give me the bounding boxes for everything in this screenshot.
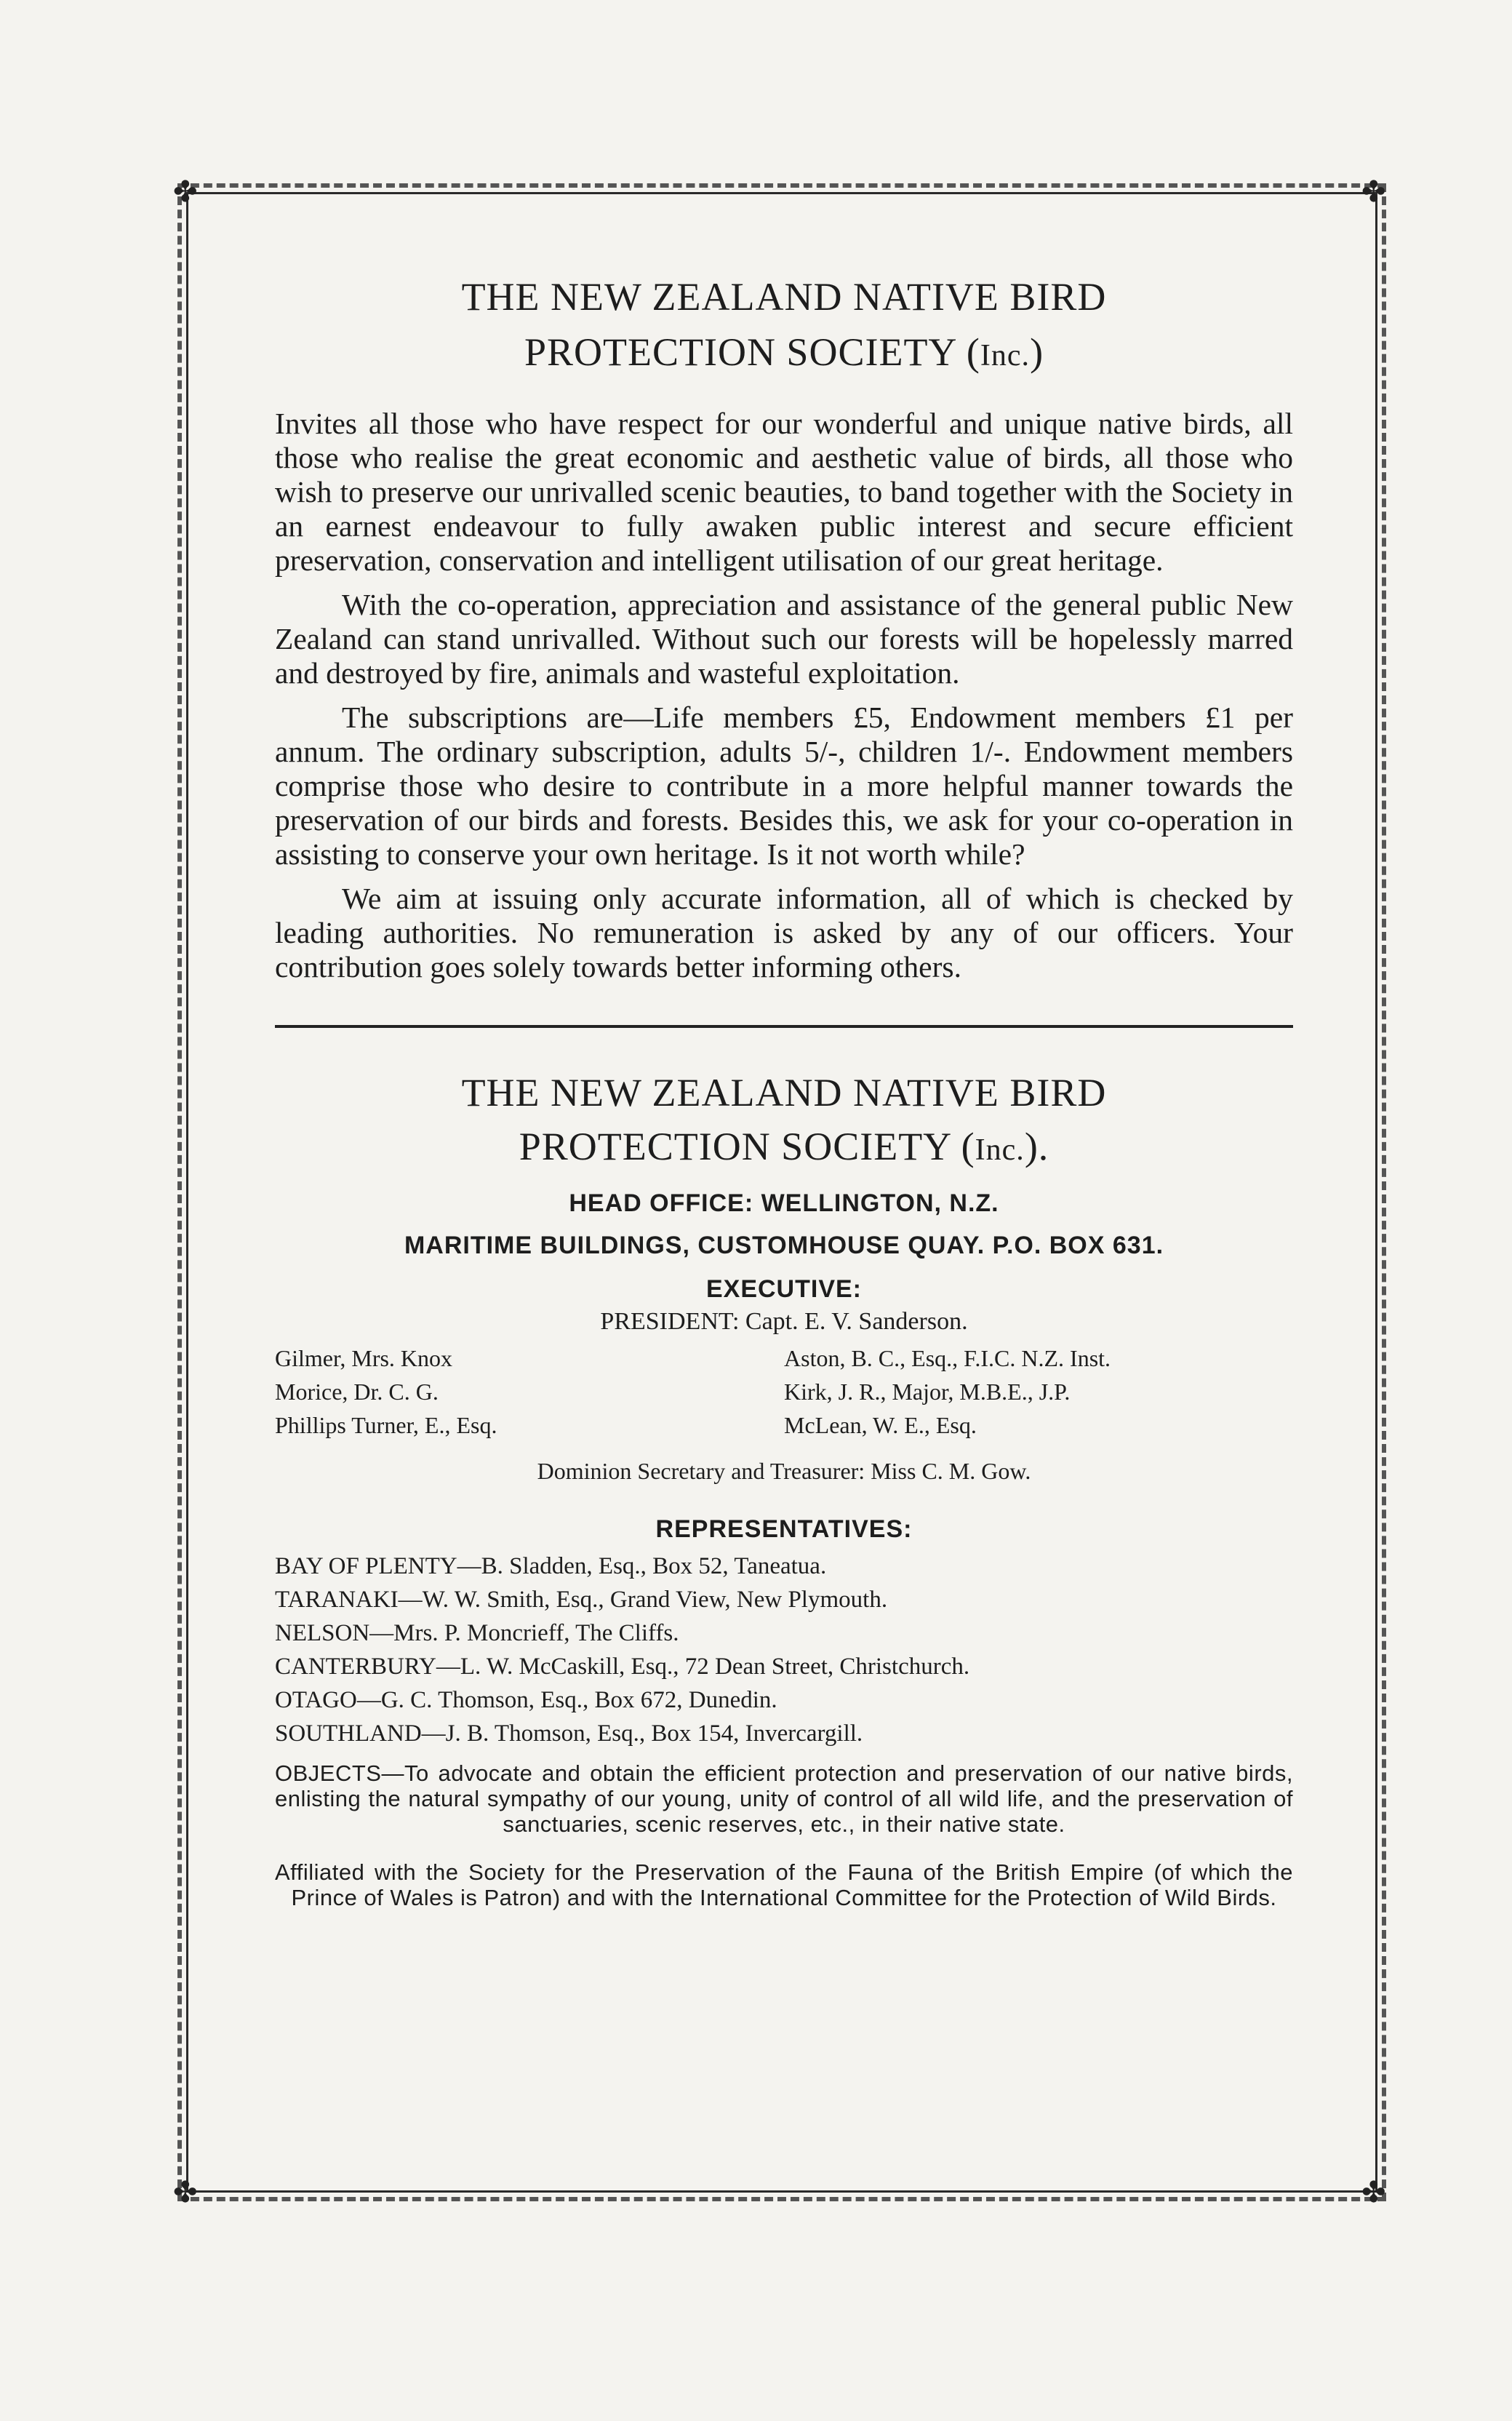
title-close: ) bbox=[1030, 330, 1044, 374]
corner-ornament-icon: ✤ bbox=[1361, 2176, 1386, 2209]
address: MARITIME BUILDINGS, CUSTOMHOUSE QUAY. P.O. BOX 631. bbox=[404, 1232, 1164, 1259]
president: PRESIDENT: Capt. E. V. Sanderson. bbox=[600, 1308, 968, 1335]
title-line-1: THE NEW ZEALAND NATIVE BIRD bbox=[461, 275, 1107, 319]
head-office: HEAD OFFICE: WELLINGTON, N.Z. bbox=[569, 1189, 999, 1217]
corner-ornament-icon: ✤ bbox=[173, 175, 198, 208]
affiliation-text: Affiliated with the Society for the Preservation of the Fauna of the British Empire (of which the Prince of Wales is Patron) and with the International Committee for the Protection of Wild Birds. bbox=[275, 1859, 1293, 1910]
corner-ornament-icon: ✤ bbox=[1361, 175, 1386, 208]
list-item: NELSON—Mrs. P. Moncrieff, The Cliffs. bbox=[275, 1620, 679, 1646]
section-officers bbox=[275, 1066, 1293, 1910]
paragraph-aim: We aim at issuing only accurate information, all of which is checked by leading authorities. No remuneration is asked by any of our officers. Your contribution goes solely towards better informing others. bbox=[275, 882, 1293, 984]
officer: Gilmer, Mrs. Knox bbox=[275, 1345, 453, 1371]
society-title bbox=[275, 269, 1293, 383]
executive-heading: EXECUTIVE: bbox=[705, 1275, 863, 1303]
secretary: Dominion Secretary and Treasurer: Miss C. M. Gow. bbox=[537, 1458, 1031, 1484]
section-divider bbox=[275, 1025, 1293, 1028]
officers-right bbox=[784, 1341, 1293, 1442]
title-inc: Inc. bbox=[980, 339, 1031, 372]
objects-text: OBJECTS—To advocate and obtain the efficient protection and preservation of our native birds, enlisting the natural sympathy of our young, unity of control of all wild life, and the preservation of sanctuaries, scenic reserves, etc., in their native state. bbox=[275, 1760, 1293, 1837]
corner-ornament-icon: ✤ bbox=[173, 2176, 198, 2209]
paragraph-cooperation: With the co-operation, appreciation and assistance of the general public New Zealand can stand unrivalled. Without such our forests will be hopelessly marred and destroyed by fire, animals and wasteful exploitation. bbox=[275, 588, 1293, 690]
list-item: CANTERBURY—L. W. McCaskill, Esq., 72 Dean Street, Christchurch. bbox=[275, 1654, 970, 1680]
list-item: SOUTHLAND—J. B. Thomson, Esq., Box 154, Invercargill. bbox=[275, 1720, 863, 1747]
representatives-list bbox=[275, 1549, 1293, 1750]
list-item: OTAGO—G. C. Thomson, Esq., Box 672, Dunedin. bbox=[275, 1687, 777, 1713]
officers-left bbox=[275, 1341, 740, 1442]
title2-line-2: PROTECTION SOCIETY ( bbox=[519, 1125, 975, 1168]
title2-close: ). bbox=[1024, 1125, 1049, 1168]
representatives-heading: REPRESENTATIVES: bbox=[655, 1515, 913, 1543]
officers-list bbox=[275, 1341, 1293, 1442]
officer: Phillips Turner, E., Esq. bbox=[275, 1412, 497, 1438]
society-title-2 bbox=[275, 1066, 1293, 1177]
officer: McLean, W. E., Esq. bbox=[784, 1412, 977, 1438]
list-item: BAY OF PLENTY—B. Sladden, Esq., Box 52, Taneatua. bbox=[275, 1553, 827, 1579]
officer: Aston, B. C., Esq., F.I.C. N.Z. Inst. bbox=[784, 1345, 1111, 1371]
title2-inc: Inc. bbox=[975, 1133, 1025, 1167]
officer: Morice, Dr. C. G. bbox=[275, 1379, 439, 1405]
section-appeal bbox=[275, 269, 1293, 984]
title2-line-1: THE NEW ZEALAND NATIVE BIRD bbox=[461, 1071, 1107, 1114]
title-line-2: PROTECTION SOCIETY ( bbox=[524, 330, 980, 374]
officer: Kirk, J. R., Major, M.B.E., J.P. bbox=[784, 1379, 1071, 1405]
page-content bbox=[275, 269, 1293, 1933]
paragraph-subscriptions: The subscriptions are—Life members £5, Endowment members £1 per annum. The ordinary subscription, adults 5/-, children 1/-. Endowment members comprise those who desire to contribute in a more helpful manner towards the preservation of our birds and forests. Besides this, we ask for your co-operation in assisting to conserve your own heritage. Is it not worth while? bbox=[275, 701, 1293, 871]
paragraph-invites: Invites all those who have respect for our wonderful and unique native birds, all those who realise the great economic and aesthetic value of birds, all those who wish to preserve our unrivalled scenic beauties, to band together with the Society in an earnest endeavour to fully awaken public interest and secure efficient preservation, conservation and intelligent utilisation of our great heritage. bbox=[275, 407, 1293, 577]
list-item: TARANAKI—W. W. Smith, Esq., Grand View, New Plymouth. bbox=[275, 1587, 888, 1613]
